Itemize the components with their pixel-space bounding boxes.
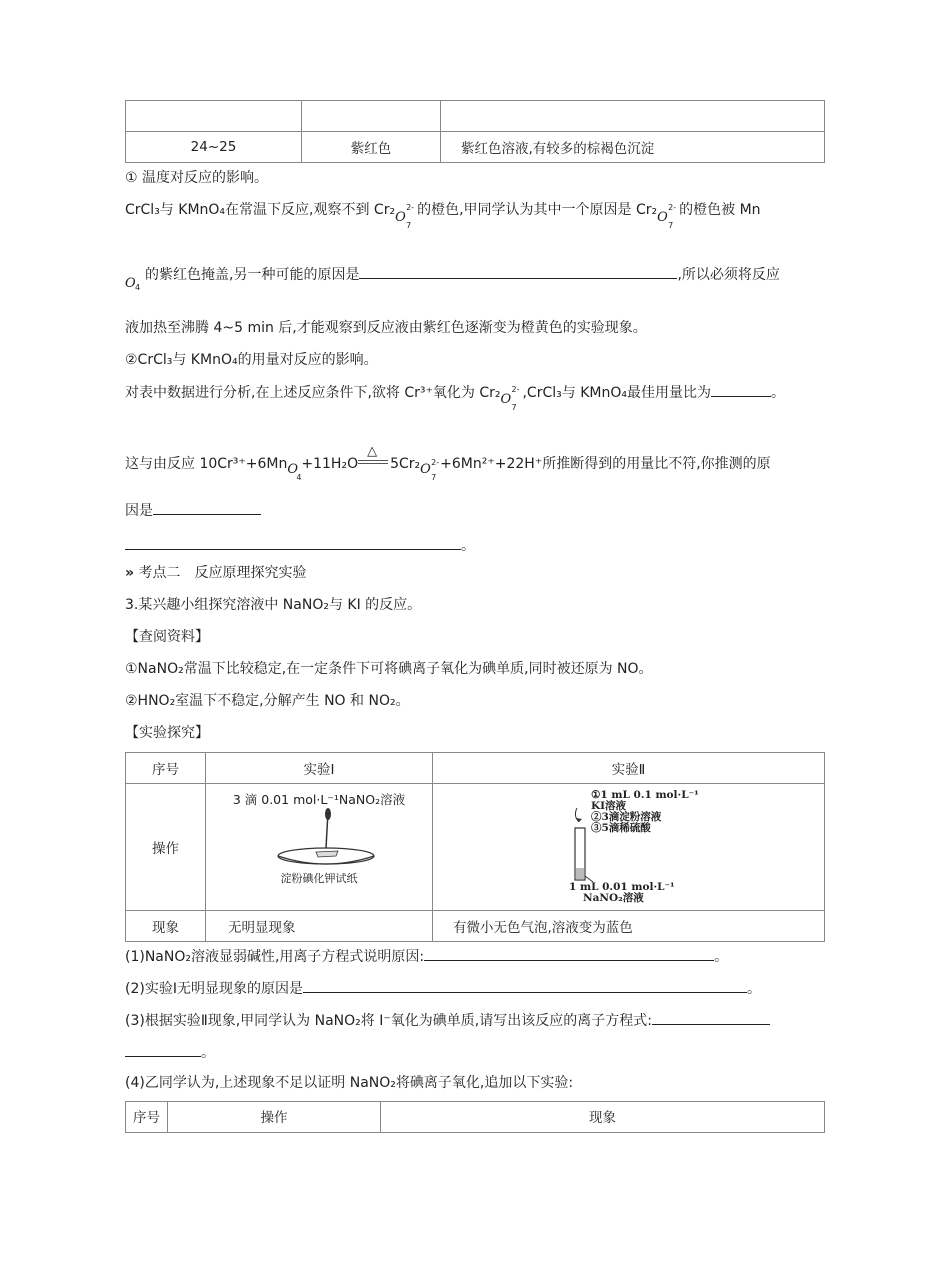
ratio-heading: ②CrCl₃与 KMnO₄的用量对反应的影响。	[125, 352, 378, 368]
question-3: (3)根据实验Ⅱ现象,甲同学认为 NaNO₂将 I⁻氧化为碘单质,请写出该反应的离子方程式:	[125, 1010, 770, 1031]
header-exp2: 实验Ⅱ	[433, 753, 825, 784]
ref-title: 【查阅资料】	[125, 629, 209, 645]
table-cell	[441, 101, 825, 132]
color-cell: 紫红色	[302, 132, 441, 163]
question-1: (1)NaNO₂溶液显弱碱性,用离子方程式说明原因: 。	[125, 946, 728, 967]
bottom-header-op: 操作	[168, 1102, 381, 1133]
q3-blank[interactable]	[652, 1010, 770, 1025]
double-chevron-icon: »	[125, 565, 135, 581]
table-cell	[126, 101, 302, 132]
reason-blank-2[interactable]	[125, 535, 461, 550]
bottom-header-no: 序号	[126, 1102, 168, 1133]
exp2-reagent-3: ③5滴稀硫酸	[591, 822, 651, 834]
top-table	[125, 100, 825, 163]
reason-line: 因是	[125, 500, 261, 521]
exp2-reagent-2: ②3滴淀粉溶液	[591, 811, 662, 823]
bottom-header-ph: 现象	[381, 1102, 825, 1133]
phenomenon-cell: 紫红色溶液,有较多的棕褐色沉淀	[441, 132, 825, 163]
test-paper-dish-icon	[266, 806, 386, 870]
question-2: (2)实验Ⅰ无明显现象的原因是 。	[125, 978, 761, 999]
exp2-bottom-1: 1 mL 0.01 mol·L⁻¹	[569, 881, 675, 893]
ph-label: 现象	[126, 911, 206, 942]
header-exp1: 实验Ⅰ	[206, 753, 433, 784]
q3-blank-2[interactable]	[125, 1042, 201, 1057]
question-4: (4)乙同学认为,上述现象不足以证明 NaNO₂将碘离子氧化,追加以下实验:	[125, 1075, 574, 1091]
mno4-fragment: O 4	[125, 276, 141, 292]
section-title: » 考点二 反应原理探究实验	[125, 565, 307, 581]
temp-line-3: 液加热至沸腾 4~5 min 后,才能观察到反应液由紫红色逐渐变为橙黄色的实验现象。	[125, 320, 647, 336]
reason-line-2: 。	[125, 535, 475, 556]
q2-blank[interactable]	[303, 978, 747, 993]
temp-heading: ① 温度对反应的影响。	[125, 170, 269, 186]
exp1-paper-label: 淀粉碘化钾试纸	[280, 872, 358, 885]
exp-title: 【实验探究】	[125, 725, 209, 741]
exp2-reagent-1: ①1 mL 0.1 mol·L⁻¹	[591, 789, 699, 801]
q1-blank[interactable]	[424, 946, 714, 961]
exp2-bottom-2: NaNO₂溶液	[583, 892, 644, 904]
equation-line: 这与由反应 10Cr³⁺+6Mn O 4 +11H₂O △ 5Cr₂ O 7 2- +6Mn²⁺+22H⁺所推断得到的用量比不符,你推测的原	[125, 444, 771, 482]
question-3-cont: 。	[125, 1042, 215, 1063]
ratio-blank[interactable]	[711, 382, 771, 397]
exp2-cell	[433, 784, 825, 911]
temp-line-1: CrCl₃与 KMnO₄在常温下反应,观察不到 Cr₂ O 7 2- 的橙色,甲同学认为其中一个原因是 Cr₂ O 7 2- 的橙色被 Mn	[125, 202, 761, 230]
op-label: 操作	[126, 784, 206, 911]
ref-1: ①NaNO₂常温下比较稳定,在一定条件下可将碘离子氧化为碘单质,同时被还原为 NO。	[125, 661, 653, 677]
header-no: 序号	[126, 753, 206, 784]
experiment-table	[125, 752, 825, 942]
ratio-line-1: 对表中数据进行分析,在上述反应条件下,欲将 Cr³⁺氧化为 Cr₂ O 7 2- ,CrCl₃与 KMnO₄最佳用量比为 。	[125, 382, 785, 403]
table-cell	[302, 101, 441, 132]
bottom-table	[125, 1101, 825, 1133]
reason-blank[interactable]	[153, 500, 261, 515]
temp-cell: 24~25	[126, 132, 302, 163]
answer-blank[interactable]	[359, 264, 677, 279]
q3-intro: 3.某兴趣小组探究溶液中 NaNO₂与 KI 的反应。	[125, 597, 422, 613]
exp2-reagent-1b: KI溶液	[591, 800, 627, 812]
ph-exp2: 有微小无色气泡,溶液变为蓝色	[433, 911, 825, 942]
exp1-reagent-label: 3 滴 0.01 mol·L⁻¹NaNO₂溶液	[232, 792, 406, 807]
ref-2: ②HNO₂室温下不稳定,分解产生 NO 和 NO₂。	[125, 693, 410, 709]
ph-exp1: 无明显现象	[206, 911, 433, 942]
exp1-cell	[206, 784, 433, 911]
temp-line-2: 的紫红色掩盖,另一种可能的原因是 ,所以必须将反应	[145, 264, 780, 285]
